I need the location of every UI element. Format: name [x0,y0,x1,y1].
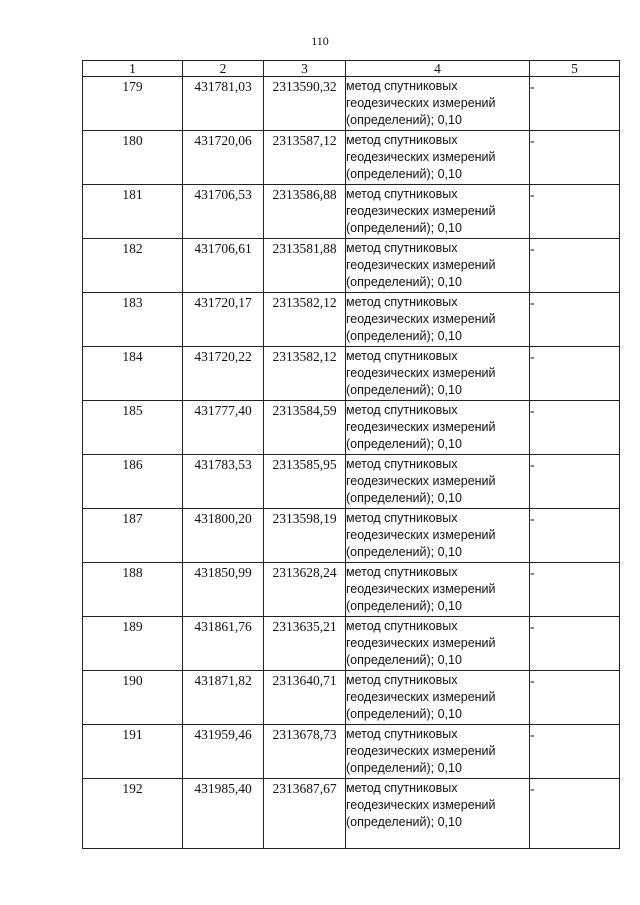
coordinate-y: 2313581,88 [264,239,346,293]
coordinate-x: 431720,17 [183,293,264,347]
note-cell: - [530,455,620,509]
note-cell: - [530,239,620,293]
note-cell: - [530,347,620,401]
coordinate-y: 2313585,95 [264,455,346,509]
coordinate-y: 2313635,21 [264,617,346,671]
coordinate-y: 2313586,88 [264,185,346,239]
coordinate-y: 2313687,67 [264,779,346,849]
coordinate-y: 2313584,59 [264,401,346,455]
point-number: 185 [83,401,183,455]
point-number: 190 [83,671,183,725]
note-cell: - [530,725,620,779]
point-number: 181 [83,185,183,239]
table-row [83,293,620,347]
table-row [83,671,620,725]
method-description: метод спутниковых геодезических измерений (определений); 0,10 [346,725,530,779]
coordinates-table [82,60,620,849]
coordinate-x: 431985,40 [183,779,264,849]
note-cell: - [530,185,620,239]
point-number: 184 [83,347,183,401]
method-description: метод спутниковых геодезических измерений (определений); 0,10 [346,239,530,293]
column-header: 4 [346,61,530,77]
table-row [83,239,620,293]
method-description: метод спутниковых геодезических измерений (определений); 0,10 [346,77,530,131]
point-number: 182 [83,239,183,293]
table-row [83,563,620,617]
table-row [83,617,620,671]
table-row [83,347,620,401]
method-description: метод спутниковых геодезических измерений (определений); 0,10 [346,293,530,347]
coordinate-y: 2313678,73 [264,725,346,779]
method-description: метод спутниковых геодезических измерений (определений); 0,10 [346,617,530,671]
note-cell: - [530,131,620,185]
point-number: 192 [83,779,183,849]
table-row [83,509,620,563]
table-row [83,779,620,849]
coordinate-y: 2313587,12 [264,131,346,185]
point-number: 186 [83,455,183,509]
note-cell: - [530,401,620,455]
page-number: 110 [311,34,329,48]
coordinate-x: 431861,76 [183,617,264,671]
method-description: метод спутниковых геодезических измерений (определений); 0,10 [346,401,530,455]
point-number: 183 [83,293,183,347]
column-header: 2 [183,61,264,77]
coordinate-x: 431871,82 [183,671,264,725]
coordinate-y: 2313590,32 [264,77,346,131]
table-header-row [83,61,620,77]
coordinate-x: 431706,53 [183,185,264,239]
method-description: метод спутниковых геодезических измерений (определений); 0,10 [346,347,530,401]
coordinate-x: 431777,40 [183,401,264,455]
point-number: 187 [83,509,183,563]
note-cell: - [530,671,620,725]
coordinate-x: 431959,46 [183,725,264,779]
table-row [83,401,620,455]
column-header: 5 [530,61,620,77]
table-row [83,77,620,131]
method-description: метод спутниковых геодезических измерений (определений); 0,10 [346,563,530,617]
note-cell: - [530,293,620,347]
note-cell: - [530,77,620,131]
point-number: 191 [83,725,183,779]
coordinate-x: 431720,06 [183,131,264,185]
point-number: 179 [83,77,183,131]
note-cell: - [530,509,620,563]
point-number: 188 [83,563,183,617]
method-description: метод спутниковых геодезических измерений (определений); 0,10 [346,671,530,725]
coordinate-y: 2313582,12 [264,347,346,401]
table-row [83,131,620,185]
coordinate-x: 431706,61 [183,239,264,293]
table-row [83,185,620,239]
point-number: 180 [83,131,183,185]
note-cell: - [530,779,620,849]
coordinate-x: 431720,22 [183,347,264,401]
coordinate-x: 431800,20 [183,509,264,563]
table-row [83,455,620,509]
coordinate-y: 2313628,24 [264,563,346,617]
column-header: 1 [83,61,183,77]
table-row [83,725,620,779]
method-description: метод спутниковых геодезических измерений (определений); 0,10 [346,455,530,509]
method-description: метод спутниковых геодезических измерений (определений); 0,10 [346,509,530,563]
method-description: метод спутниковых геодезических измерений (определений); 0,10 [346,779,530,849]
point-number: 189 [83,617,183,671]
coordinate-y: 2313582,12 [264,293,346,347]
note-cell: - [530,563,620,617]
note-cell: - [530,617,620,671]
method-description: метод спутниковых геодезических измерений (определений); 0,10 [346,131,530,185]
coordinate-y: 2313640,71 [264,671,346,725]
coordinate-x: 431781,03 [183,77,264,131]
coordinate-y: 2313598,19 [264,509,346,563]
coordinate-x: 431850,99 [183,563,264,617]
coordinate-x: 431783,53 [183,455,264,509]
method-description: метод спутниковых геодезических измерений (определений); 0,10 [346,185,530,239]
column-header: 3 [264,61,346,77]
